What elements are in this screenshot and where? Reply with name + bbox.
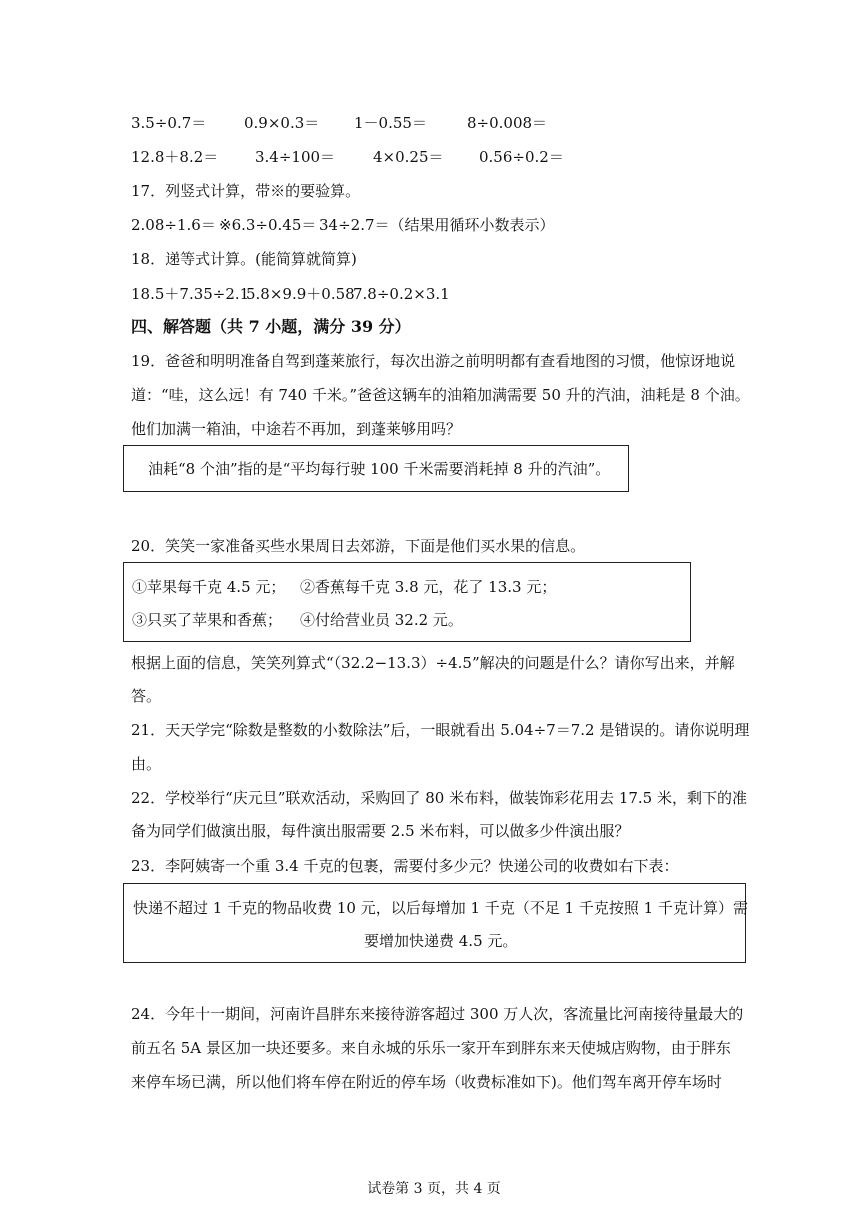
question-20-line: 根据上面的信息，笑笑列算式“（32.2−13.3）÷4.5”解决的问题是什么？请你写出来，并解 xyxy=(131,654,735,672)
calc-item: ※6.3÷0.45＝ xyxy=(219,216,317,234)
calc-item: 4×0.25＝ xyxy=(373,148,444,166)
calc-item: 1－0.55＝ xyxy=(354,114,427,132)
calc-item: 5.8×9.9＋0.58 xyxy=(246,285,355,303)
calc-item: 3.5÷0.7＝ xyxy=(131,114,207,132)
hint-text: 油耗“8 个油”指的是“平均每行驶 100 千米需要消耗掉 8 升的汽油”。 xyxy=(148,460,611,478)
question-24-line: 24．今年十一期间，河南许昌胖东来接待游客超过 300 万人次，客流量比河南接待量最大的 xyxy=(131,1005,744,1023)
info-box xyxy=(123,562,691,642)
calc-item: 34÷2.7＝（结果用循环小数表示） xyxy=(319,216,555,234)
question-19-line: 道：“哇，这么远！有 740 千米。”爸爸这辆车的油箱加满需要 50 升的汽油，油耗是 8 个油。 xyxy=(131,386,750,404)
question-24-line: 来停车场已满，所以他们将车停在附近的停车场（收费标准如下)。他们驾车离开停车场时 xyxy=(131,1073,722,1091)
fee-text: 要增加快递费 4.5 元。 xyxy=(364,932,518,950)
calc-item: 3.4÷100＝ xyxy=(255,148,336,166)
question-22-line: 22．学校举行“庆元旦”联欢活动，采购回了 80 米布料，做装饰彩花用去 17.5 米，剩下的准 xyxy=(131,789,747,807)
calc-item: 2.08÷1.6＝ xyxy=(131,216,216,234)
fee-box xyxy=(123,883,746,963)
question-20: 20．笑笑一家准备买些水果周日去郊游，下面是他们买水果的信息。 xyxy=(131,537,586,555)
question-19-line: 19．爸爸和明明准备自驾到蓬莱旅行，每次出游之前明明都有查看地图的习惯，他惊讶地说 xyxy=(131,352,736,370)
page-footer: 试卷第 3 页，共 4 页 xyxy=(367,1181,501,1197)
fee-text: 快递不超过 1 千克的物品收费 10 元，以后每增加 1 千克（不足 1 千克按照 1 千克计算）需 xyxy=(133,899,748,917)
question-18: 18．递等式计算。(能简算就简算) xyxy=(131,250,357,268)
question-20-line: 答。 xyxy=(131,687,162,705)
calc-item: 18.5＋7.35÷2.1 xyxy=(131,285,250,303)
section-heading: 四、解答题（共 7 小题，满分 39 分） xyxy=(131,317,411,336)
question-17: 17．列竖式计算，带※的要验算。 xyxy=(131,182,361,200)
calc-item: 7.8÷0.2×3.1 xyxy=(353,285,450,303)
calc-item: 8÷0.008＝ xyxy=(467,114,548,132)
question-17-items xyxy=(131,215,555,235)
info-item: ④付给营业员 32.2 元。 xyxy=(300,611,463,629)
question-18-items xyxy=(131,284,450,304)
question-24-line: 前五名 5A 景区加一块还要多。来自永城的乐乐一家开车到胖东来天使城店购物，由于胖东 xyxy=(131,1039,731,1057)
question-19-line: 他们加满一箱油，中途若不再加，到蓬莱够用吗？ xyxy=(131,420,462,438)
calc-item: 0.56÷0.2＝ xyxy=(479,148,564,166)
info-item: ①苹果每千克 4.5 元； xyxy=(132,578,286,596)
question-21-line: 21．天天学完“除数是整数的小数除法”后，一眼就看出 5.04÷7＝7.2 是错误的。请你说明理 xyxy=(131,721,750,739)
hint-box xyxy=(123,445,629,492)
question-21-line: 由。 xyxy=(131,755,162,773)
calc-row-1 xyxy=(131,113,547,133)
info-item: ③只买了苹果和香蕉； xyxy=(132,611,283,629)
question-23: 23．李阿姨寄一个重 3.4 千克的包裹，需要付多少元？快递公司的收费如右下表： xyxy=(131,857,679,875)
calc-item: 0.9×0.3＝ xyxy=(244,114,320,132)
info-item: ②香蕉每千克 3.8 元，花了 13.3 元； xyxy=(300,578,557,596)
calc-row-2 xyxy=(131,147,564,167)
calc-item: 12.8＋8.2＝ xyxy=(131,148,219,166)
question-22-line: 备为同学们做演出服，每件演出服需要 2.5 米布料，可以做多少件演出服？ xyxy=(131,822,630,840)
